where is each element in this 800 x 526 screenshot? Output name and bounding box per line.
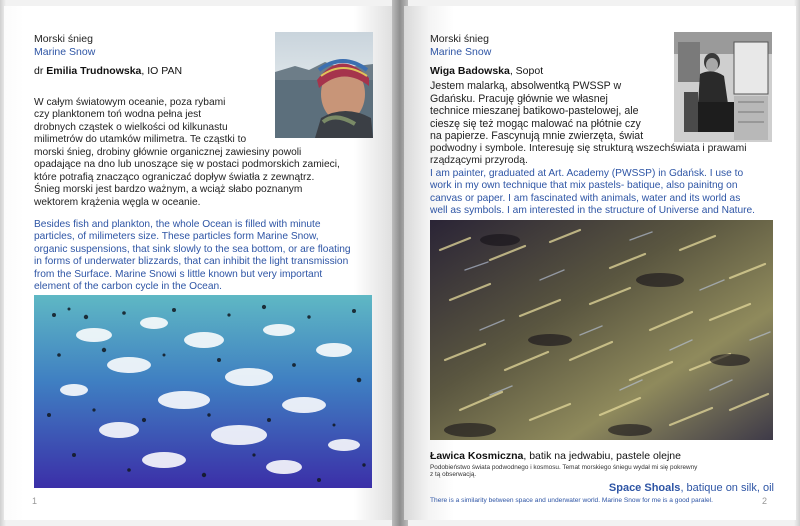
right-title-en: Marine Snow [430, 46, 492, 58]
left-author [34, 65, 182, 77]
text-line: organic suspensions, that sink slowly to the sea bottom, or are floating [34, 243, 351, 255]
text-line: in forms of underwater blizzards, that can inhibit the light transmission [34, 256, 349, 268]
text-line: Jestem malarką, absolwentką PWSSP w [430, 80, 622, 92]
portrait-photo-trudnowska [275, 32, 373, 138]
text-line: Besides fish and plankton, the whole Ocean is filled with minute [34, 219, 321, 230]
left-text-en [34, 219, 374, 293]
right-author [430, 65, 543, 77]
text-line: z tą obserwacją. [430, 471, 477, 479]
text-line: drobnych cząstek o wielkości od kilkunastu [34, 121, 228, 133]
batik-painting-space-shoals [430, 220, 773, 440]
text-line: wektorem krążenia węgla w oceanie. [34, 196, 201, 208]
text-line: from the Surface. Marine Snowi s little known but very important [34, 268, 323, 280]
right-text-pl-block-1 [430, 80, 666, 143]
portrait-photo-badowska [674, 32, 772, 142]
text-line: opadające na dno lub unoszące się w postaci podmorskich zamieci, [34, 159, 340, 171]
text-line: czy planktonem toń wodna pełna jest [34, 109, 202, 121]
text-line: well as symbols. I am interested in the structure of Universe and Nature. [430, 205, 756, 217]
caption-pl-title: Ławica Kosmiczna [430, 450, 524, 462]
text-line: rządzącymi przyrodą. [430, 155, 528, 167]
left-author-name: Emilia Trudnowska [46, 65, 142, 77]
left-text-pl-block-2 [34, 147, 374, 209]
right-author-name: Wiga Badowska [430, 65, 510, 77]
text-line: element of the carbon cycle in the Ocean. [34, 281, 223, 293]
text-line: które potrafią znacząco ograniczać dopływ światła z zewnątrz. [34, 171, 315, 183]
text-line: I am painter, graduated at Art. Academy (PWSSP) in Gdańsk. I use to [430, 168, 744, 179]
text-line: cieszę się też mogąc malować na płótnie czy [430, 117, 641, 130]
right-text-en [430, 168, 774, 218]
caption-en-description: There is a similarity between space and underwater world. Marine Snow for me is a good paralel. [430, 497, 713, 504]
right-title-pl: Morski śnieg [430, 33, 489, 45]
text-line: milimetrów do utamków milimetra. Te cząstki to [34, 134, 247, 146]
left-text-pl-block-1 [34, 97, 264, 147]
text-line: Gdańsku. Pracuję głównie we własnej [430, 92, 608, 105]
left-author-affil: , IO PAN [141, 65, 183, 77]
right-author-affil: , Sopot [509, 65, 544, 77]
text-line: particles, of milimeters size. These particles form Marine Snow, [34, 231, 319, 243]
text-line: W całym światowym oceanie, poza rybami [34, 97, 226, 108]
right-page-number: 2 [762, 496, 768, 506]
left-page [4, 6, 396, 520]
marine-snow-image [34, 295, 372, 488]
caption-en-title: Space Shoals [608, 482, 681, 494]
text-line: na papierze. Fascynują mnie zwierzęta, świat [430, 130, 644, 143]
caption-pl [430, 450, 681, 462]
caption-pl-rest: , batik na jedwabiu, pastele olejne [523, 450, 681, 462]
caption-pl-description [430, 464, 774, 479]
caption-en [430, 482, 774, 494]
caption-en-rest: , batique on silk, oil [680, 482, 774, 494]
left-author-prefix: dr [34, 65, 44, 77]
text-line: Śnieg morski jest bardzo ważnym, a wciąż słabo poznanym [34, 184, 303, 196]
left-title-en: Marine Snow [34, 46, 96, 58]
text-line: work in my own technique that mix pastels- batique, also painitng on [430, 180, 738, 192]
left-title-pl: Morski śnieg [34, 33, 93, 45]
text-line: Podobieństwo świata podwodnego i kosmosu. Temat morskiego śniegu wydał mi się pokrewny [430, 464, 698, 471]
text-line: canvas or paper. I am fascinated with animals, water and its world as [430, 192, 741, 204]
text-line: technice mieszanej batikowo-pastelowej, ale [430, 105, 639, 118]
text-line: podwodny i symbole. Interesuję się strukturą wszechświata i prawami [430, 143, 747, 154]
left-page-number: 1 [32, 496, 38, 506]
right-page [404, 6, 796, 520]
right-text-pl-block-2 [430, 143, 774, 168]
text-line: morski śnieg, drobiny głównie organicznej zawiesiny powoli [34, 147, 302, 158]
